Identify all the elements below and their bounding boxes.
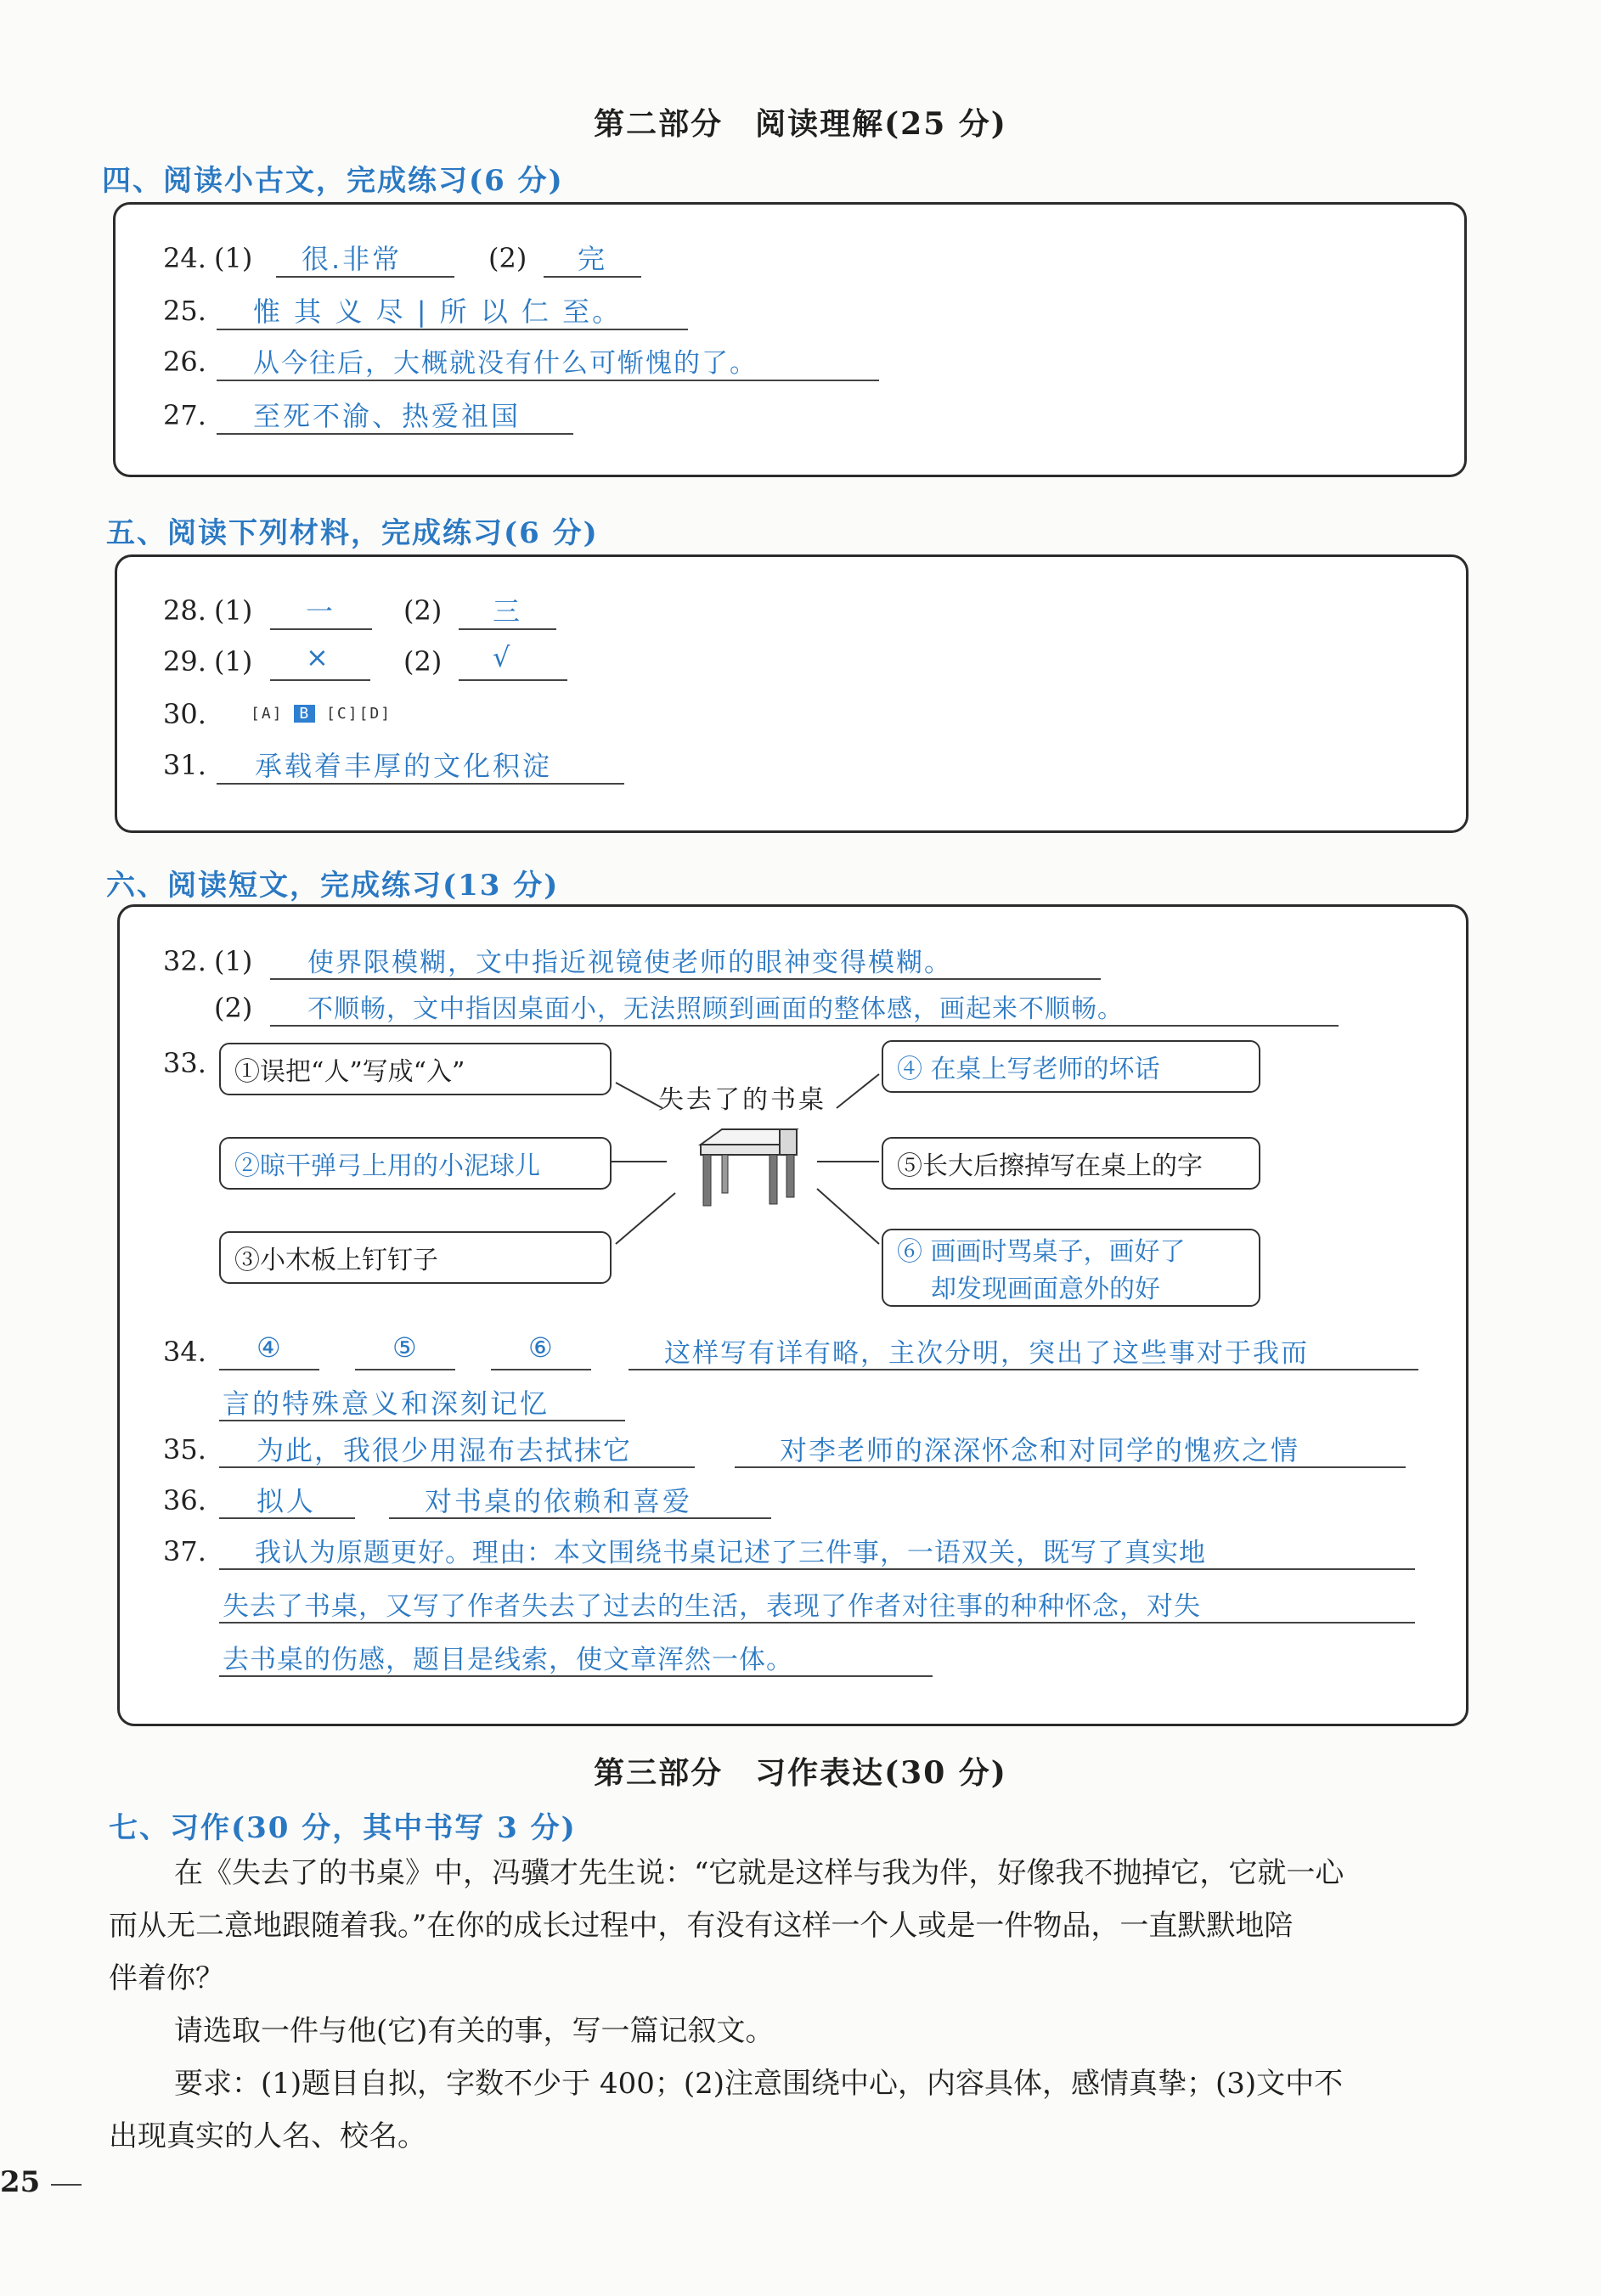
q24-part1-label: (1)	[214, 242, 253, 274]
q28-answer1-line	[270, 628, 372, 630]
q35-answer2: 对李老师的深深怀念和对同学的愧疚之情	[780, 1434, 1300, 1466]
q36-answer2: 对书桌的依赖和喜爱	[425, 1485, 693, 1517]
page-number: 25	[0, 2165, 41, 2199]
q34-answer1: ④	[256, 1331, 284, 1364]
q28-part2-label: (2)	[403, 594, 443, 627]
q26-line	[217, 380, 879, 381]
q31-answer: 承载着丰厚的文化积淀	[255, 750, 553, 782]
q32-answer2-line	[270, 1025, 1339, 1027]
q35-answer2-line	[735, 1466, 1406, 1468]
prompt-line1: 在《失去了的书桌》中，冯骥才先生说：“它就是这样与我为伴，好像我不抛掉它，它就一心	[174, 1856, 1345, 1890]
q33-node-3-text: ③小木板上钉钉子	[234, 1246, 438, 1275]
prompt-line6: 出现真实的人名、校名。	[109, 2119, 426, 2153]
q30-answer-bubbles	[251, 705, 392, 723]
q24-num: 24.	[163, 242, 206, 274]
q34-reason-line2-rule	[219, 1420, 625, 1421]
q29-num: 29.	[163, 645, 206, 678]
q28-num: 28.	[163, 594, 206, 627]
prompt-line5: 要求：(1)题目自拟，字数不少于 400；(2)注意围绕中心，内容具体，感情真挚；(3)文中不	[174, 2067, 1344, 2101]
q24-answer2-line	[544, 276, 641, 278]
q32-answer1-line	[270, 978, 1101, 980]
q37-rule1	[219, 1568, 1415, 1570]
q33-node-5-text: ⑤长大后擦掉写在桌上的字	[897, 1151, 1203, 1181]
q33-center-label: 失去了的书桌	[658, 1085, 826, 1115]
q30-option-a: [A]	[251, 705, 284, 723]
section5-title: 五、阅读下列材料，完成练习(6 分)	[106, 516, 599, 550]
q33-node-3	[219, 1231, 612, 1284]
q32-answer1: 使界限模糊，文中指近视镜使老师的眼神变得模糊。	[307, 948, 952, 978]
q28-answer1: 一	[306, 595, 336, 627]
q28-answer2: 三	[493, 595, 523, 627]
q35-answer1-line	[219, 1466, 695, 1468]
q33-node-6-line1: ⑥ 画画时骂桌子，画好了	[897, 1237, 1186, 1267]
q36-answer2-line	[389, 1517, 771, 1519]
q32-part1-label: (1)	[214, 945, 253, 977]
q33-node-2-text: ②晾干弹弓上用的小泥球儿	[234, 1151, 540, 1181]
q36-num: 36.	[163, 1484, 206, 1517]
q33-node-6-line2: 却发现画面意外的好	[931, 1275, 1160, 1304]
q34-reason-line1: 这样写有详有略，主次分明，突出了这些事对于我而	[664, 1338, 1309, 1369]
prompt-line2: 而从无二意地跟随着我。”在你的成长过程中，有没有这样一个人或是一件物品，一直默默地陪	[109, 1909, 1294, 1943]
q25-line	[217, 329, 688, 330]
q36-answer1: 拟人	[256, 1485, 317, 1517]
q33-node-6	[882, 1229, 1260, 1307]
q33-node-4	[882, 1040, 1260, 1093]
q29-answer1-line	[270, 679, 370, 681]
q33-node-2	[219, 1137, 612, 1190]
q24-answer1: 很.非常	[302, 243, 403, 275]
section7-title: 七、习作(30 分，其中书写 3 分)	[109, 1811, 577, 1845]
q24-part2-label: (2)	[488, 242, 527, 274]
q34-reason-line2: 言的特殊意义和深刻记忆	[223, 1387, 550, 1420]
q27-line	[217, 433, 573, 435]
q37-answer-line1: 我认为原题更好。理由：本文围绕书桌记述了三件事，一语双关，既写了真实地	[255, 1538, 1206, 1568]
section6-title: 六、阅读短文，完成练习(13 分)	[106, 869, 560, 903]
q34-answer2-line	[355, 1369, 455, 1370]
q34-answer3: ⑥	[528, 1331, 555, 1364]
q29-answer2-line	[459, 679, 567, 681]
q34-answer2: ⑤	[392, 1331, 420, 1364]
q30-option-b-filled: B	[294, 705, 315, 723]
q33-node-1	[219, 1043, 612, 1095]
q32-part2-label: (2)	[214, 992, 253, 1024]
desk-icon	[688, 1119, 807, 1213]
q37-rule3	[219, 1675, 933, 1677]
q28-answer2-line	[459, 628, 556, 630]
q37-answer-line2: 失去了书桌，又写了作者失去了过去的生活，表现了作者对往事的种种怀念，对失	[223, 1591, 1201, 1622]
q37-rule2	[219, 1622, 1415, 1624]
q33-node-5	[882, 1137, 1260, 1190]
q24-answer1-line	[276, 276, 454, 278]
q37-num: 37.	[163, 1535, 206, 1567]
q36-answer1-line	[219, 1517, 355, 1519]
page-number-rule	[51, 2184, 82, 2186]
q35-num: 35.	[163, 1433, 206, 1466]
q27-answer: 至死不渝、热爱祖国	[253, 400, 521, 432]
q32-answer2: 不顺畅，文中指因桌面小，无法照顾到画面的整体感，画起来不顺畅。	[307, 994, 1124, 1024]
q30-option-d: [D]	[358, 705, 392, 723]
q25-num: 25.	[163, 295, 206, 327]
prompt-line3: 伴着你？	[109, 1961, 224, 1995]
q29-answer2: √	[493, 641, 513, 673]
q29-answer1: ×	[306, 641, 331, 673]
q34-reason-line1-rule	[629, 1369, 1418, 1370]
q25-answer: 惟 其 义 尽 | 所 以 仁 至。	[253, 295, 623, 328]
q30-option-c: [C]	[326, 705, 359, 723]
part2-title: 第二部分 阅读理解(25 分)	[594, 106, 1007, 142]
q31-line	[217, 783, 624, 785]
q26-answer: 从今往后，大概就没有什么可惭愧的了。	[253, 348, 758, 379]
q29-part2-label: (2)	[403, 645, 443, 678]
q32-num: 32.	[163, 945, 206, 977]
prompt-line4: 请选取一件与他(它)有关的事，写一篇记叙文。	[174, 2014, 775, 2048]
part3-title: 第三部分 习作表达(30 分)	[594, 1755, 1007, 1791]
q29-part1-label: (1)	[214, 645, 253, 678]
q33-node-4-text: ④ 在桌上写老师的坏话	[897, 1055, 1160, 1084]
q31-num: 31.	[163, 749, 206, 781]
section4-title: 四、阅读小古文，完成练习(6 分)	[102, 164, 564, 198]
q28-part1-label: (1)	[214, 594, 253, 627]
q33-num: 33.	[163, 1047, 206, 1079]
q27-num: 27.	[163, 399, 206, 431]
q26-num: 26.	[163, 346, 206, 378]
q37-answer-line3: 去书桌的伤感，题目是线索，使文章浑然一体。	[223, 1645, 793, 1675]
q34-answer1-line	[219, 1369, 319, 1370]
q24-answer2: 完	[578, 243, 608, 275]
q35-answer1: 为此，我很少用湿布去拭抹它	[256, 1434, 633, 1466]
q34-num: 34.	[163, 1336, 206, 1368]
q30-num: 30.	[163, 698, 206, 730]
q34-answer3-line	[491, 1369, 591, 1370]
q33-node-1-text: ①误把“人”写成“入”	[234, 1057, 465, 1087]
